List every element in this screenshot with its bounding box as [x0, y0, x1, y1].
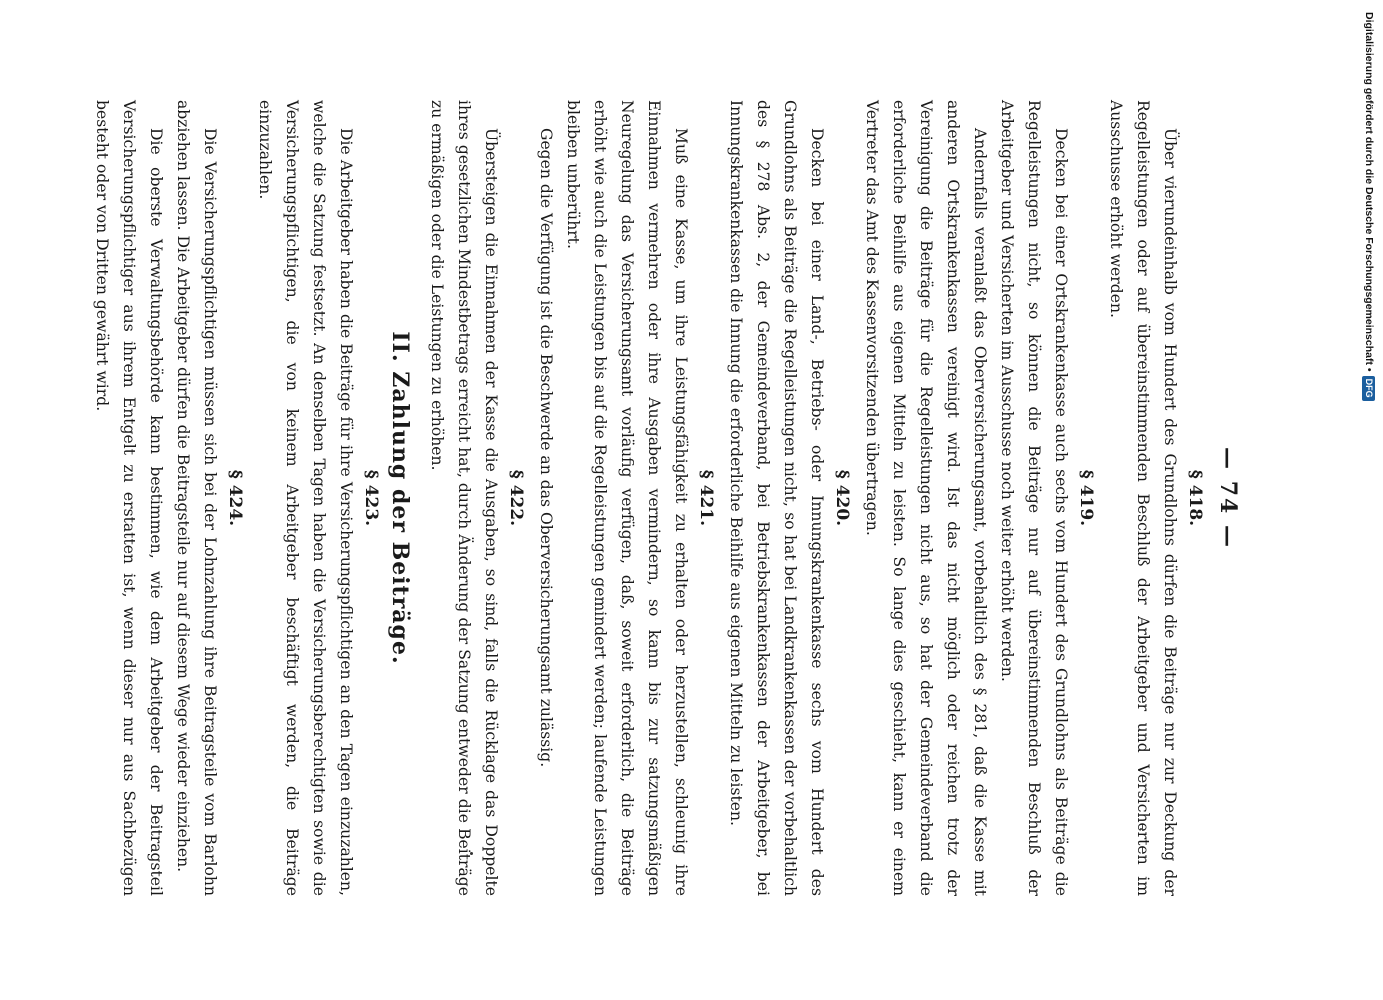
- paragraph: Die oberste Verwaltungsbehörde kann bestimmen, wie dem Arbeitgeber der Beitragsteil Versicherungspflichtiger aus ihrem Entgelt zu erstatten ist, wenn dieser nur aus Sachbezügen besteht oder von Dritten gewährt wird.: [93, 100, 165, 896]
- paragraph: Die Arbeitgeber haben die Beiträge für ihre Versicherungspflichtigen an den Tagen einzuzahlen, welche die Satzung festsetzt. An denselben Tagen haben die Versicherungsberechtigten sowie die Versicherungspflichtigen, die von keinem Arbeitgeber beschäftigt werden, die Beiträge einzuzahlen.: [256, 100, 355, 896]
- section-title: § 420.: [832, 469, 852, 527]
- section-title: § 421.: [696, 469, 716, 527]
- paragraph: Übersteigen die Einnahmen der Kasse die Ausgaben, so sind, falls die Rücklage das Doppelte ihres gesetzlichen Mindestbetrags erreicht hat, durch Änderung der Satzung entweder die Beiträge zu ermäßigen oder die Leistungen zu erhöhen.: [428, 100, 500, 896]
- section-title: § 422.: [506, 469, 526, 527]
- section-title: § 419.: [1076, 469, 1096, 527]
- stamp-label: Digitalisierung gefördert durch die Deutsche Forschungsgemeinschaft •: [1363, 12, 1375, 372]
- section-title: § 424.: [225, 469, 245, 527]
- document-page: [93, 70, 1261, 930]
- digitization-stamp: [1361, 12, 1377, 398]
- paragraph: Gegen die Verfügung ist die Beschwerde an das Oberversicherungsamt zulässig.: [537, 128, 555, 768]
- paragraph: Muß eine Kasse, um ihre Leistungsfähigkeit zu erhalten oder herzustellen, schleunig ihre Einnahmen vermehren oder ihre Ausgaben vermindern, so kann bis zur satzungsmäßigen Neuregelung das Versicherungsamt vorläufig verfügen, daß, soweit erforderlich, die Beiträge erhöht wie auch die Leistungen bis auf die Regelleistungen gemindert werden; laufende Leistungen bleiben unberührt.: [564, 100, 690, 896]
- paragraph: Decken bei einer Ortskrankenkasse auch sechs vom Hundert des Grundlohns als Beiträge die Regelleistungen nicht, so können die Beiträge nur auf übereinstimmenden Beschluß der Arbeitgeber und Versicherten im Ausschusse noch weiter erhöht werden.: [998, 100, 1070, 896]
- paragraph: Andernfalls veranlaßt das Oberversicherungsamt, vorbehaltlich des § 281, daß die Kasse mit anderen Ortskrankenkassen vereinigt wird. Ist das nicht möglich oder reichen trotz der Vereinigung die Beiträge für die Regelleistungen nicht aus, so hat der Gemeindeverband die erforderliche Beihilfe aus eigenen Mitteln zu leisten. So lange dies geschieht, kann er einem Vertreter das Amt des Kassenvorsitzenden übertragen.: [863, 100, 989, 896]
- paragraph: Die Versicherungspflichtigen müssen sich bei der Lohnzahlung ihre Beitragsteile vom Barlohn abziehen lassen. Die Arbeitgeber dürfen die Beitragsteile nur auf diesem Wege wieder einziehen.: [174, 100, 219, 896]
- page-number: — 74 —: [1215, 447, 1241, 549]
- paragraph: Über vierundeinhalb vom Hundert des Grundlohns dürfen die Beiträge nur zur Deckung der Regelleistungen oder auf übereinstimmenden Beschluß der Arbeitgeber und Versicherten im Ausschusse erhöht werden.: [1107, 100, 1179, 896]
- section-title: § 418.: [1185, 469, 1205, 527]
- section-title: § 423.: [361, 469, 381, 527]
- dfg-logo: DFG: [1362, 376, 1375, 401]
- paragraph: Decken bei einer Land-, Betriebs- oder Innungskrankenkasse sechs vom Hundert des Grundlohns als Beiträge die Regelleistungen nicht, so hat bei Landkrankenkassen der vorbehaltlich des § 278 Abs. 2, der Gemeindeverband, bei Betriebskrankenkassen der Arbeitgeber, bei Innungskrankenkassen die Innung die erforderliche Beihilfe aus eigenen Mitteln zu leisten.: [727, 100, 826, 896]
- digitization-stamp-text: [1361, 12, 1377, 398]
- part-heading: II. Zahlung der Beiträge.: [387, 331, 413, 665]
